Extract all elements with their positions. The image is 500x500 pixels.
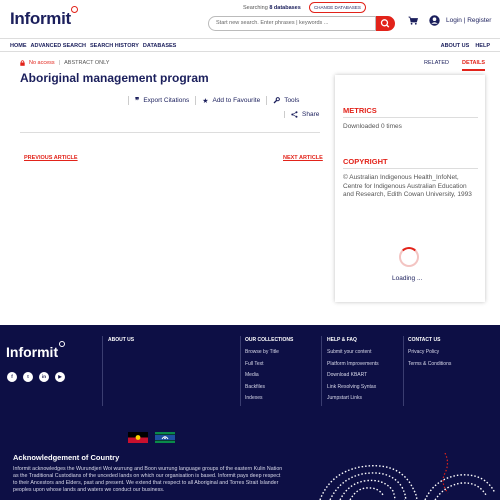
user-icon[interactable]: [429, 15, 440, 26]
lock-icon: [20, 60, 25, 66]
social-links: [7, 372, 65, 382]
loading-spinner-icon: [399, 247, 419, 267]
add-to-favourite-label: Add to Favourite: [212, 97, 261, 104]
article-divider: [20, 132, 320, 133]
footer-link-submit-content[interactable]: Submit your content: [327, 349, 372, 355]
databases-count: 8 databases: [269, 5, 301, 11]
footer-divider: [240, 336, 241, 406]
metrics-heading: METRICS: [343, 106, 377, 115]
twitter-icon[interactable]: t: [23, 372, 33, 382]
tab-details[interactable]: DETAILS: [462, 60, 485, 71]
nav-databases[interactable]: DATABASES: [142, 43, 177, 49]
footer-link-full-text[interactable]: Full Text: [245, 360, 264, 367]
no-access-label: No access: [29, 60, 55, 66]
search-icon: [376, 16, 395, 31]
footer-link-privacy-policy[interactable]: Privacy Policy: [408, 349, 440, 355]
nav-left: [10, 43, 176, 49]
informit-logo[interactable]: [10, 9, 71, 29]
nav-about-us[interactable]: ABOUT US: [440, 43, 470, 49]
footer: [0, 325, 500, 500]
footer-link-download-kbart[interactable]: Download KBART: [327, 372, 368, 379]
indigenous-artwork-icon: [300, 453, 500, 500]
login-register-link[interactable]: Login | Register: [446, 17, 492, 24]
acknowledgement-text: Informit acknowledges the Wurundjeri Woi wurrung and Boon wurrung language groups of the eastern Kulin Nation as the Traditional Custodians of the unceded lands on which our organisation is based. Informit pays deep respect to their Ancestors and Elders, past and present. We extend that respect to all Aboriginal and Torres Strait Islander peoples upon whose lands and waters we conduct our business.: [13, 466, 283, 493]
footer-divider: [403, 336, 404, 406]
export-citations-label: Export Citations: [143, 97, 190, 104]
contact-list: [408, 349, 451, 372]
tools-button[interactable]: [266, 96, 305, 105]
collections-list: [245, 349, 279, 407]
copyright-divider: [343, 168, 478, 169]
panel-tabs: [424, 60, 485, 71]
export-citations-button[interactable]: [128, 96, 195, 105]
footer-link-terms-conditions[interactable]: Terms & Conditions: [408, 360, 452, 367]
nav-home[interactable]: HOME: [10, 43, 27, 49]
wrench-icon: [273, 97, 280, 104]
searching-label: [243, 5, 301, 11]
quote-icon: ❞: [135, 96, 140, 105]
youtube-icon[interactable]: ▶: [55, 372, 65, 382]
nav-help[interactable]: HELP: [475, 43, 490, 49]
nav-advanced-search[interactable]: ADVANCED SEARCH: [30, 43, 87, 49]
footer-link-jumpstart-links[interactable]: Jumpstart Links: [327, 395, 363, 402]
footer-link-media[interactable]: Media: [245, 372, 259, 379]
share-button[interactable]: [284, 111, 319, 118]
next-article-link[interactable]: NEXT ARTICLE: [283, 155, 323, 161]
access-status: [20, 60, 109, 66]
article-actions: [128, 96, 305, 105]
search-button[interactable]: [376, 16, 395, 31]
footer-about-us-link[interactable]: ABOUT US: [108, 337, 135, 343]
previous-article-link[interactable]: PREVIOUS ARTICLE: [24, 155, 78, 161]
contact-heading: CONTACT US: [408, 337, 441, 343]
separator: |: [58, 60, 61, 66]
details-panel: [335, 75, 485, 302]
share-icon: [291, 111, 298, 118]
share-label: Share: [302, 111, 320, 118]
change-databases-button[interactable]: CHANGE DATABASES: [309, 2, 366, 13]
searching-prefix: Searching: [243, 5, 268, 11]
abstract-only-label: ABSTRACT ONLY: [64, 60, 110, 66]
search-input[interactable]: Start new search. Enter phrases | keywords ...: [208, 16, 376, 31]
footer-logo-text: Informit: [6, 344, 59, 360]
footer-logo[interactable]: [6, 344, 58, 360]
torres-strait-islander-flag-icon: [155, 432, 175, 443]
metrics-text: Downloaded 0 times: [343, 123, 402, 130]
copyright-text: © Australian Indigenous Health_InfoNet, Centre for Indigenous Australian Education and Research, Edith Cowan University, 1993: [343, 174, 472, 198]
article-title: Aboriginal management program: [20, 71, 209, 85]
logo-ring-icon: [71, 6, 78, 13]
acknowledgement-heading: Acknowledgement of Country: [13, 453, 120, 462]
footer-link-platform-improvements[interactable]: Platform Improvements: [327, 360, 379, 367]
footer-link-browse-by-title[interactable]: Browse by Title: [245, 349, 279, 355]
aboriginal-flag-icon: [128, 432, 148, 443]
copyright-heading: COPYRIGHT: [343, 157, 388, 166]
help-list: [327, 349, 379, 407]
help-heading: HELP & FAQ: [327, 337, 357, 343]
facebook-icon[interactable]: f: [7, 372, 17, 382]
nav-search-history[interactable]: SEARCH HISTORY: [90, 43, 139, 49]
main-navigation: [0, 38, 500, 52]
tools-label: Tools: [284, 97, 300, 104]
logo-text: Informit: [10, 9, 71, 28]
footer-link-link-resolving-syntax[interactable]: Link Resolving Syntax: [327, 383, 377, 390]
star-icon: ★: [202, 97, 209, 105]
collections-heading: OUR COLLECTIONS: [245, 337, 294, 343]
footer-link-backfiles[interactable]: Backfiles: [245, 383, 266, 390]
loading-text: Loading ...: [392, 275, 423, 282]
cart-icon[interactable]: [408, 16, 418, 25]
metrics-divider: [343, 117, 478, 118]
footer-logo-ring-icon: [59, 341, 65, 347]
footer-link-indexes[interactable]: Indexes: [245, 395, 263, 402]
linkedin-icon[interactable]: in: [39, 372, 49, 382]
nav-right: [441, 43, 490, 49]
add-to-favourite-button[interactable]: [195, 96, 266, 105]
footer-divider: [321, 336, 322, 406]
tab-related[interactable]: RELATED: [424, 60, 449, 66]
footer-divider: [102, 336, 103, 406]
